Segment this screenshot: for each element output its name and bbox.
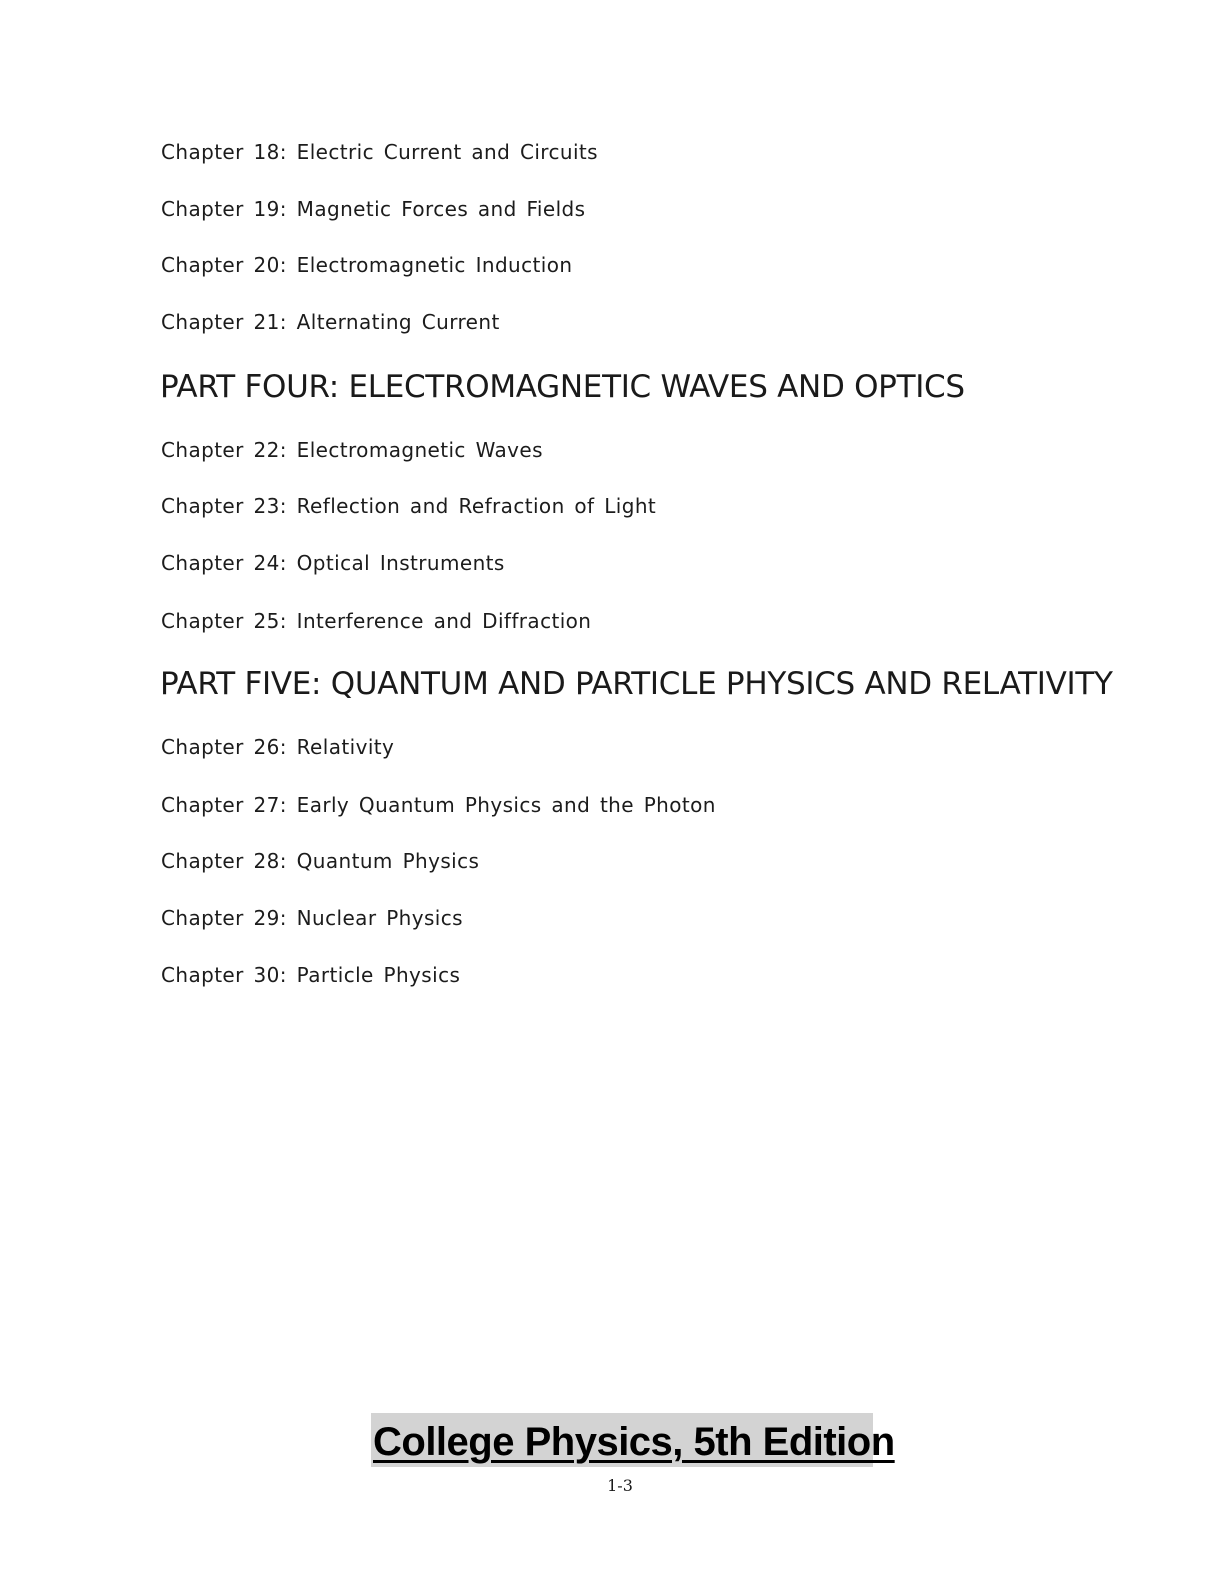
chapter-26-entry: Chapter 26: Relativity: [161, 735, 395, 759]
part-four-heading: PART FOUR: ELECTROMAGNETIC WAVES AND OPTICS: [160, 369, 965, 405]
part-five-heading: PART FIVE: QUANTUM AND PARTICLE PHYSICS AND RELATIVITY: [160, 666, 1113, 702]
chapter-18-entry: Chapter 18: Electric Current and Circuits: [161, 140, 598, 164]
chapter-30-entry: Chapter 30: Particle Physics: [161, 963, 461, 987]
chapter-27-entry: Chapter 27: Early Quantum Physics and the Photon: [161, 793, 716, 817]
page-number: 1-3: [607, 1476, 633, 1495]
chapter-19-entry: Chapter 19: Magnetic Forces and Fields: [161, 197, 586, 221]
chapter-25-entry: Chapter 25: Interference and Diffraction: [161, 609, 592, 633]
chapter-24-entry: Chapter 24: Optical Instruments: [161, 551, 505, 575]
chapter-20-entry: Chapter 20: Electromagnetic Induction: [161, 253, 573, 277]
chapter-21-entry: Chapter 21: Alternating Current: [161, 310, 500, 334]
footer-book-title: College Physics, 5th Edition: [373, 1420, 895, 1464]
chapter-29-entry: Chapter 29: Nuclear Physics: [161, 906, 463, 930]
chapter-22-entry: Chapter 22: Electromagnetic Waves: [161, 438, 543, 462]
chapter-28-entry: Chapter 28: Quantum Physics: [161, 849, 480, 873]
chapter-23-entry: Chapter 23: Reflection and Refraction of Light: [161, 494, 657, 518]
